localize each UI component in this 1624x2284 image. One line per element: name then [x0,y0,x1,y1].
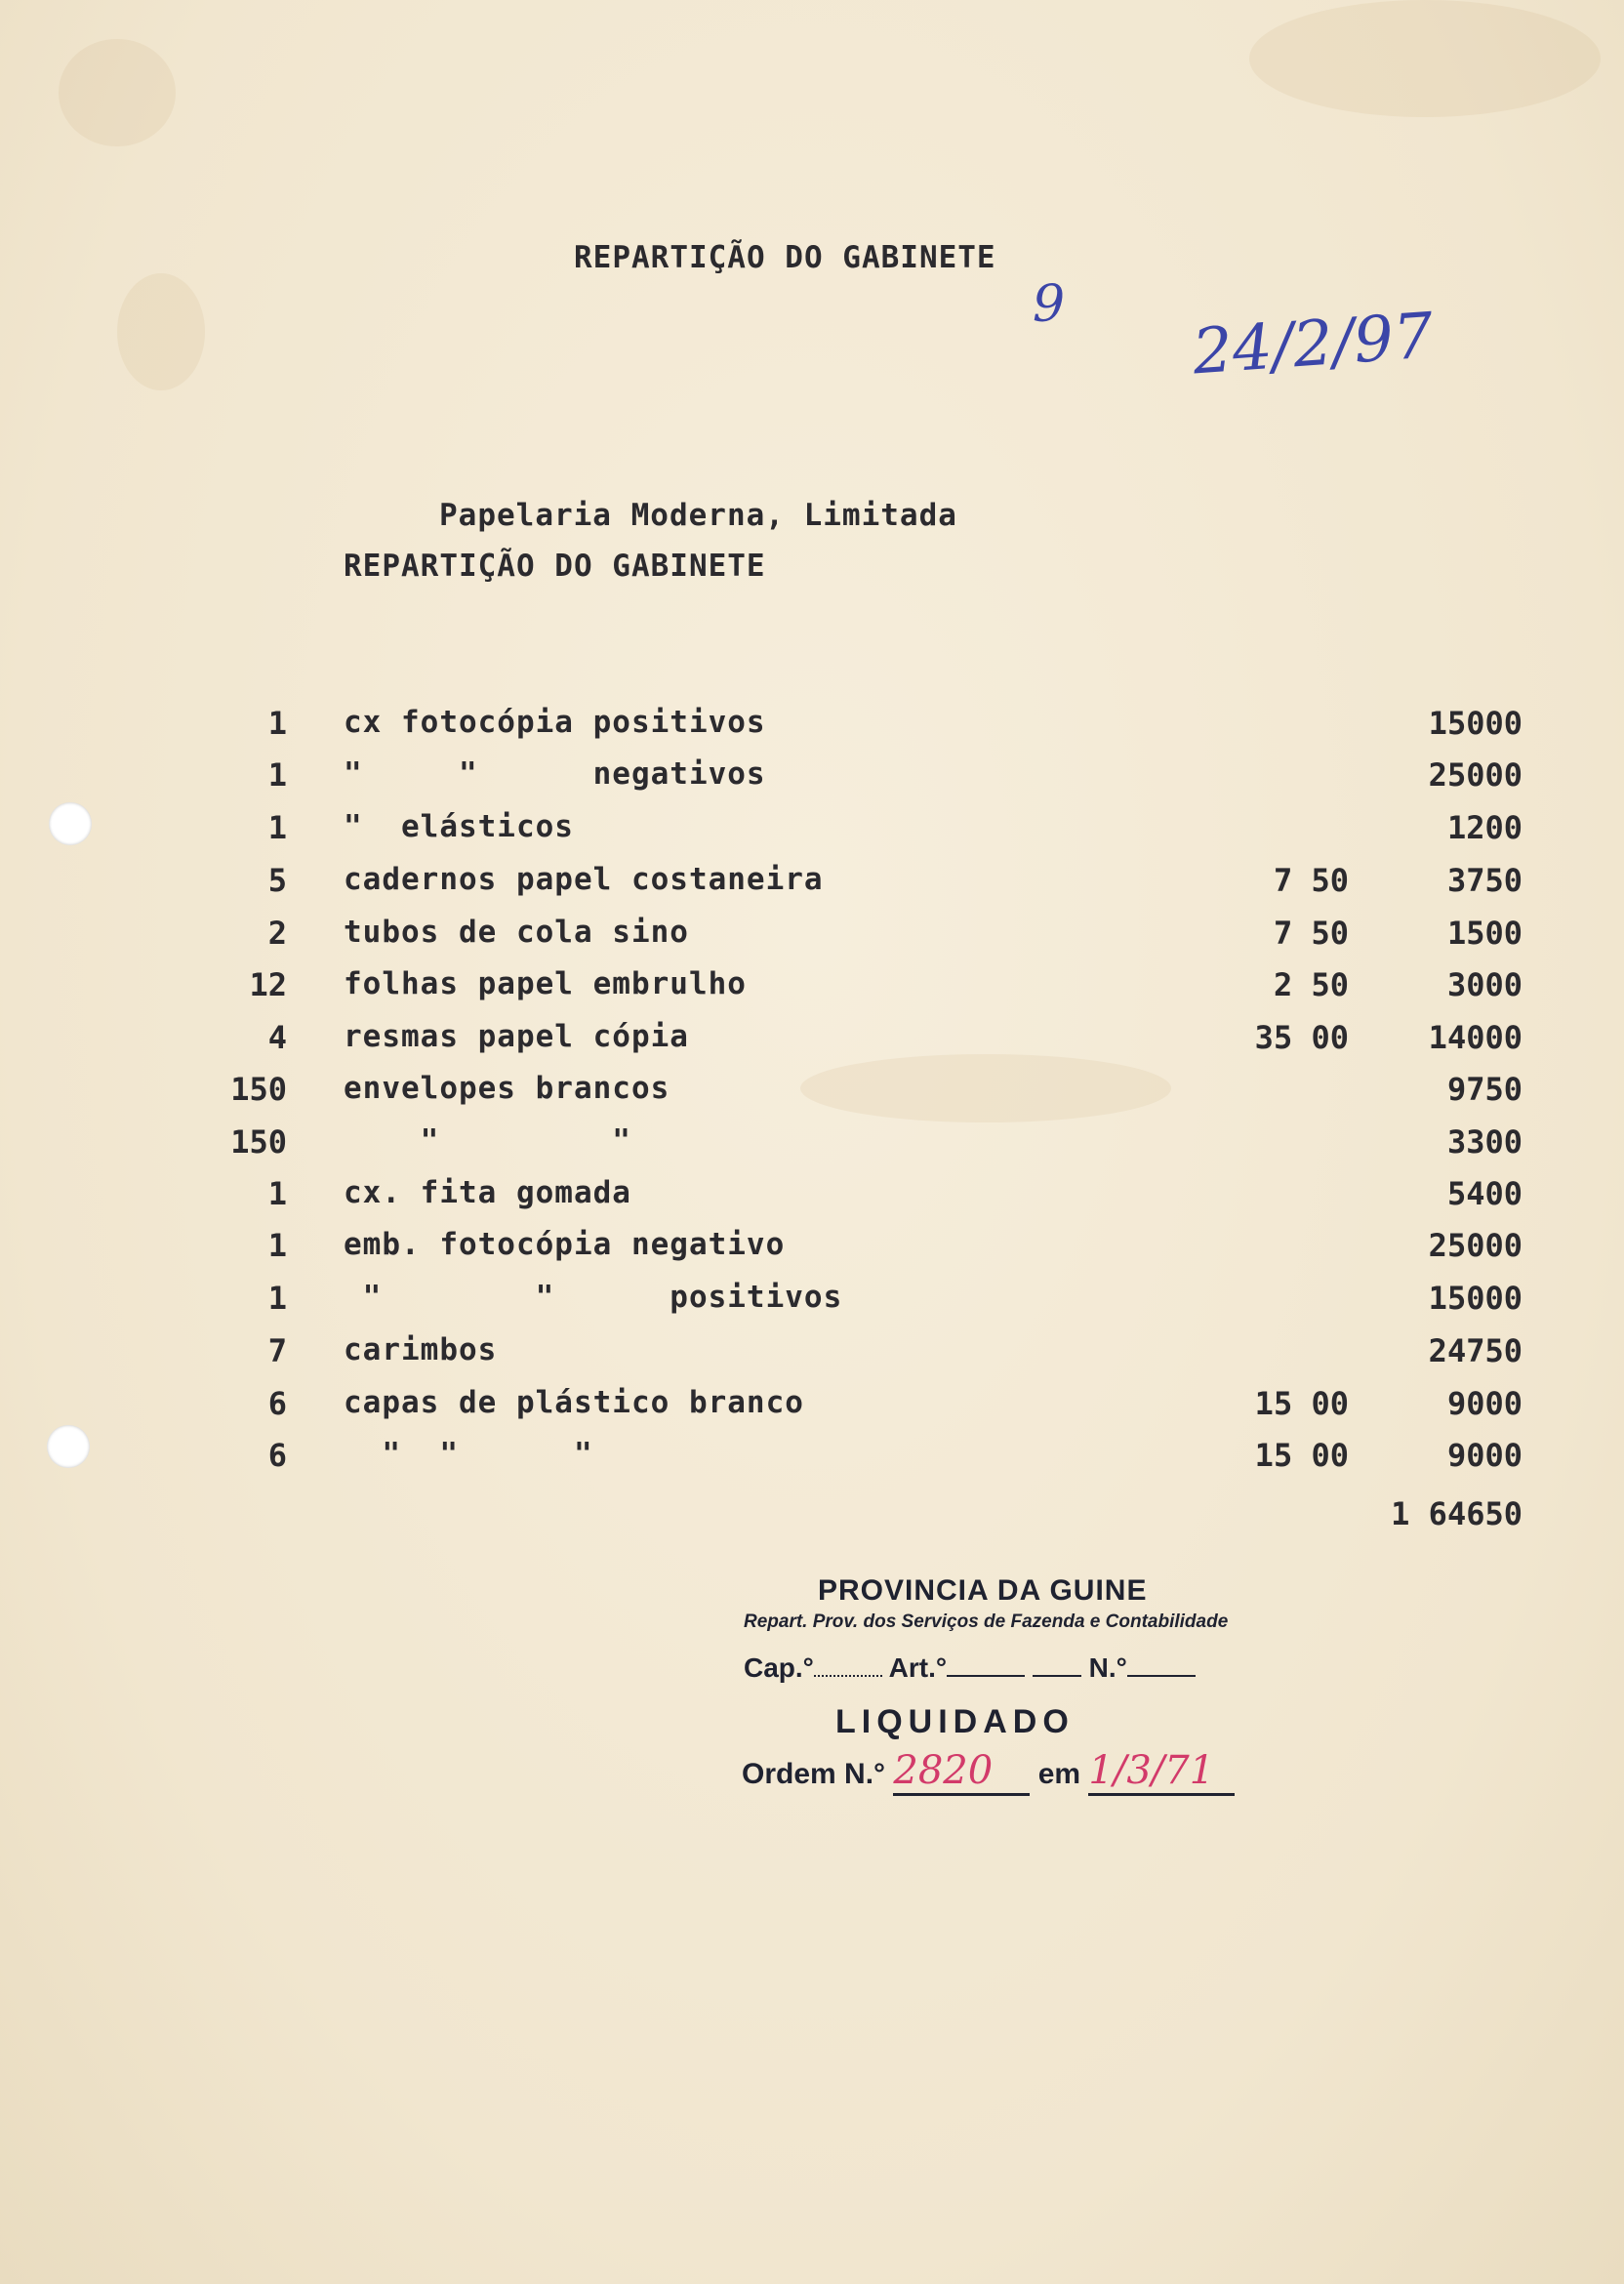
item-description: cx fotocópia positivos [344,705,766,740]
item-amount: 15000 [1428,1280,1522,1317]
stamp-order-label: Ordem N.° [742,1758,886,1790]
item-description: tubos de cola sino [344,915,689,950]
item-description: emb. fotocópia negativo [344,1227,786,1262]
stamp-date: 1/3/71 [1088,1748,1215,1793]
item-description: " " [344,1123,631,1159]
liquidado-stamp [742,1567,1249,1801]
item-price: 2 50 [1273,966,1349,1003]
item-price: 15 00 [1254,1385,1349,1422]
item-description: carimbos [344,1332,498,1367]
item-description: " " positivos [344,1280,843,1315]
item-description: " " " [344,1437,593,1472]
table-row [0,1071,1624,1123]
item-qty: 1 [267,1280,287,1317]
item-amount: 1200 [1446,809,1522,846]
stain [117,273,205,390]
table-row [0,756,1624,809]
item-amount: 3750 [1446,862,1522,899]
stamp-art-label: Art.° [888,1652,948,1683]
item-amount: 1500 [1446,915,1522,952]
total-row [0,1495,1624,1548]
stain [59,39,176,146]
item-qty: 1 [267,756,287,794]
table-row [0,1332,1624,1385]
stamp-em-label: em [1037,1758,1081,1790]
item-amount: 9000 [1446,1385,1522,1422]
item-price: 35 00 [1254,1019,1349,1056]
company-name: Papelaria Moderna, Limitada [439,498,957,533]
stamp-n-label: N.° [1088,1652,1127,1683]
item-amount: 25000 [1428,1227,1522,1264]
item-amount: 25000 [1428,756,1522,794]
item-description: resmas papel cópia [344,1019,689,1054]
total-amount: 1 64650 [1391,1495,1522,1532]
item-description: cx. fita gomada [344,1175,631,1210]
item-qty: 12 [249,966,287,1003]
table-row [0,862,1624,915]
item-amount: 15000 [1428,705,1522,742]
table-row [0,1175,1624,1228]
item-description: envelopes brancos [344,1071,670,1106]
table-row [0,915,1624,967]
stamp-cap-line [744,1652,1196,1684]
item-amount: 3000 [1446,966,1522,1003]
item-amount: 14000 [1428,1019,1522,1056]
table-row [0,1227,1624,1280]
item-price: 15 00 [1254,1437,1349,1474]
item-qty: 7 [267,1332,287,1369]
item-qty: 150 [230,1123,287,1161]
department-name: REPARTIÇÃO DO GABINETE [344,549,766,584]
item-description: " elásticos [344,809,574,844]
table-row [0,1123,1624,1176]
item-description: folhas papel embrulho [344,966,747,1001]
item-qty: 6 [267,1385,287,1422]
item-qty: 1 [267,705,287,742]
stamp-province: PROVINCIA DA GUINE [818,1574,1148,1607]
table-row [0,1280,1624,1332]
item-description: " " negativos [344,756,766,792]
item-qty: 5 [267,862,287,899]
item-amount: 5400 [1446,1175,1522,1212]
item-qty: 1 [267,1175,287,1212]
item-amount: 9000 [1446,1437,1522,1474]
item-price: 7 50 [1273,915,1349,952]
stain [1249,0,1601,117]
table-row [0,809,1624,862]
table-row [0,966,1624,1019]
item-qty: 6 [267,1437,287,1474]
table-row [0,1385,1624,1438]
table-row [0,705,1624,757]
table-row [0,1019,1624,1072]
item-qty: 1 [267,1227,287,1264]
stamp-status: LIQUIDADO [835,1703,1075,1740]
page-title: REPARTIÇÃO DO GABINETE [574,240,996,275]
item-qty: 150 [230,1071,287,1108]
item-amount: 24750 [1428,1332,1522,1369]
stamp-order-number: 2820 [893,1748,994,1793]
stamp-department: Repart. Prov. dos Serviços de Fazenda e Contabilidade [744,1611,1229,1632]
item-price: 7 50 [1273,862,1349,899]
item-qty: 2 [267,915,287,952]
handwritten-date: 24/2/97 [1190,300,1436,389]
stamp-order-line [742,1748,1235,1796]
stamp-cap-label: Cap.° [744,1652,814,1683]
item-description: capas de plástico branco [344,1385,804,1420]
item-qty: 4 [267,1019,287,1056]
table-row [0,1437,1624,1489]
handwritten-number: 9 [1033,275,1066,334]
item-qty: 1 [267,809,287,846]
item-amount: 3300 [1446,1123,1522,1161]
item-description: cadernos papel costaneira [344,862,824,897]
item-amount: 9750 [1446,1071,1522,1108]
